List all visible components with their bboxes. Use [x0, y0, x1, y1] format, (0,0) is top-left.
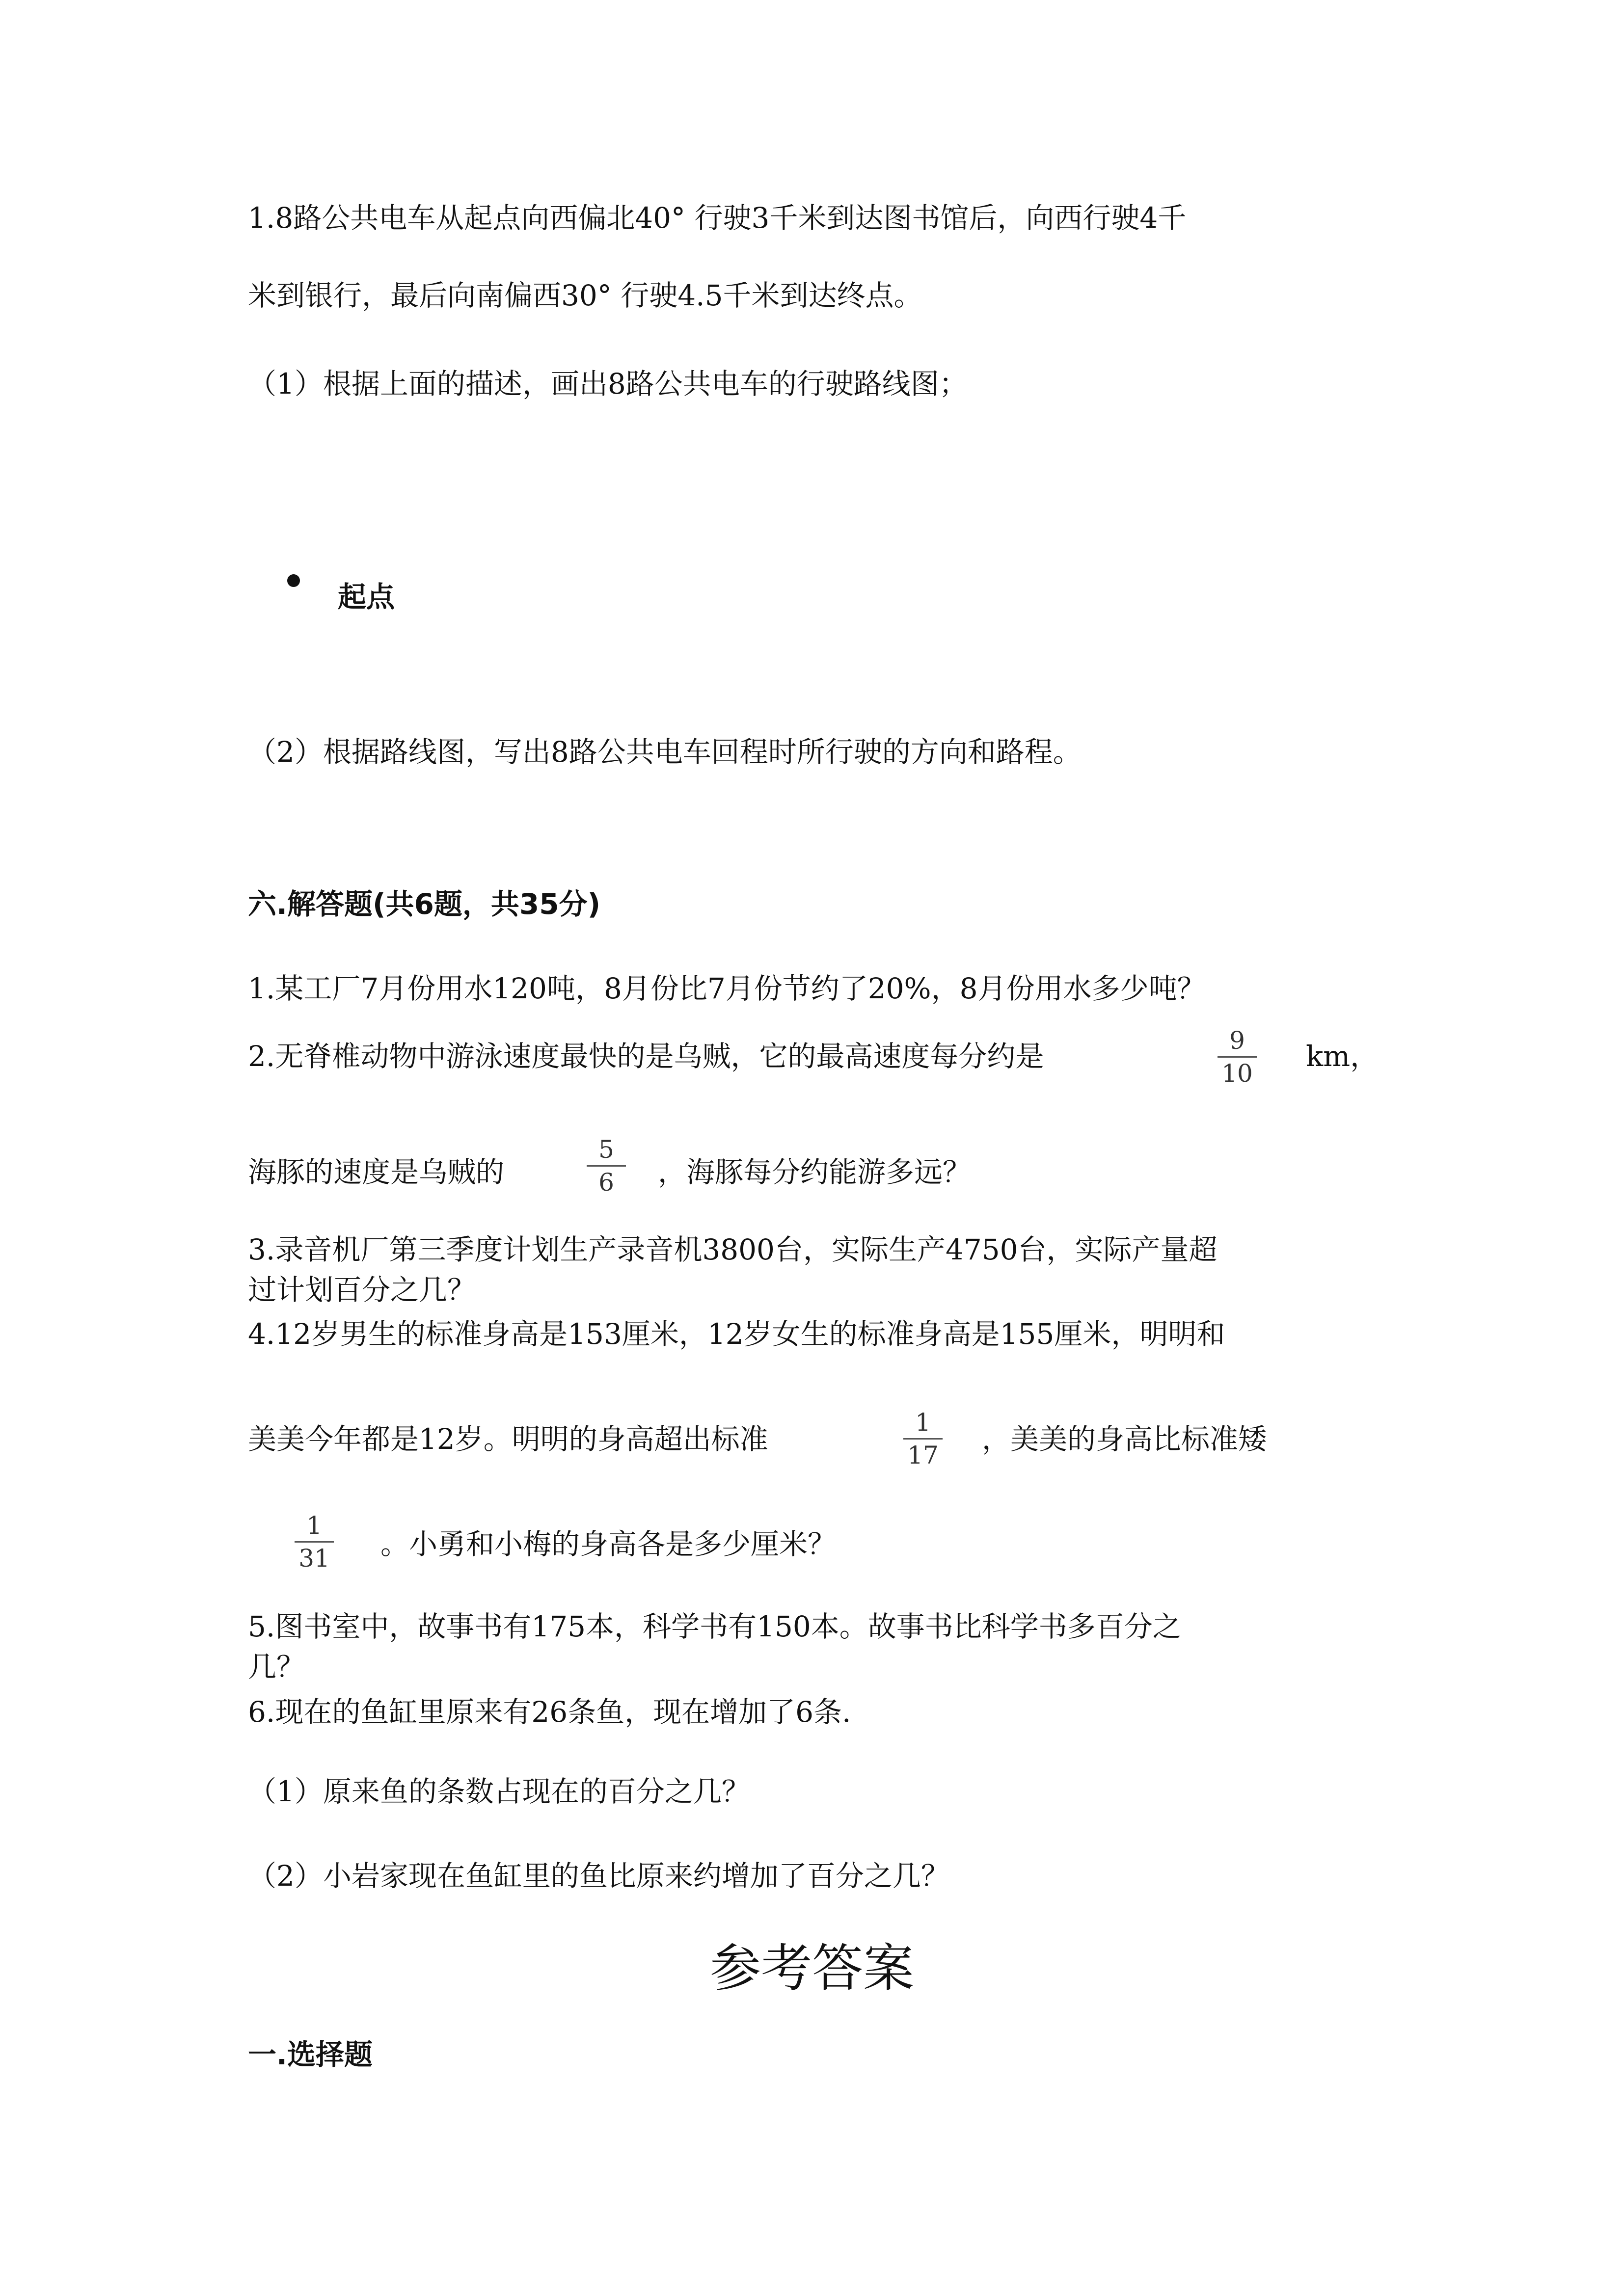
fraction-numerator: 5 — [598, 1135, 614, 1164]
problem-6-part-1: （1）原来鱼的条数占现在的百分之几？ — [248, 1775, 750, 1808]
fraction-denominator: 31 — [298, 1544, 330, 1573]
problem-3-line-2: 过计划百分之几？ — [248, 1273, 476, 1307]
problem-6-part-2: （2）小岩家现在鱼缸里的鱼比原来约增加了百分之几？ — [248, 1859, 949, 1893]
problem-3-line-1: 3.录音机厂第三季度计划生产录音机3800台，实际生产4750台，实际产量超 — [248, 1233, 1218, 1266]
problem-4-line-2: 美美今年都是12岁。明明的身高超出标准 — [248, 1422, 768, 1456]
fraction-bar — [587, 1165, 626, 1167]
start-point-dot — [287, 574, 300, 587]
problem-6: 6.现在的鱼缸里原来有26条鱼，现在增加了6条. — [248, 1695, 851, 1729]
fraction-denominator: 10 — [1221, 1059, 1253, 1088]
fraction-bar — [295, 1541, 334, 1543]
problem-4-line-3: 。小勇和小梅的身高各是多少厘米？ — [380, 1527, 837, 1561]
problem-2-line-2: 海豚的速度是乌贼的 — [248, 1155, 505, 1189]
fraction-bar — [1218, 1056, 1257, 1058]
fraction-1-17 — [893, 1409, 952, 1469]
problem-5-line-1: 5.图书室中，故事书有175本，科学书有150本。故事书比科学书多百分之 — [248, 1610, 1181, 1643]
start-point-label: 起点 — [338, 580, 395, 614]
fraction-5-6 — [577, 1136, 636, 1196]
problem-2-unit: km， — [1306, 1040, 1379, 1073]
fraction-9-10 — [1208, 1027, 1267, 1087]
answers-section-1: 一.选择题 — [248, 2038, 373, 2071]
problem-2-line-1: 2.无脊椎动物中游泳速度最快的是乌贼，它的最高速度每分约是 — [248, 1040, 1044, 1073]
q1-line-2: 米到银行，最后向南偏西30° 行驶4.5千米到达终点。 — [248, 279, 922, 312]
fraction-denominator: 17 — [907, 1441, 939, 1469]
fraction-numerator: 1 — [915, 1408, 931, 1437]
q1-part-1: （1）根据上面的描述，画出8路公共电车的行驶路线图； — [248, 367, 968, 400]
fraction-numerator: 9 — [1229, 1026, 1245, 1055]
problem-5-line-2: 几？ — [248, 1650, 305, 1683]
fraction-numerator: 1 — [306, 1511, 322, 1540]
fraction-denominator: 6 — [598, 1168, 614, 1197]
fraction-bar — [903, 1438, 943, 1440]
problem-4-line-1: 4.12岁男生的标准身高是153厘米，12岁女生的标准身高是155厘米，明明和 — [248, 1317, 1225, 1351]
problem-2-line-2-end: ，海豚每分约能游多远？ — [658, 1155, 972, 1189]
q1-part-2: （2）根据路线图，写出8路公共电车回程时所行驶的方向和路程。 — [248, 735, 1082, 769]
section-6-heading: 六.解答题(共6题，共35分) — [248, 887, 601, 921]
q1-line-1: 1.8路公共电车从起点向西偏北40° 行驶3千米到达图书馆后，向西行驶4千 — [248, 201, 1187, 235]
problem-1: 1.某工厂7月份用水120吨，8月份比7月份节约了20%，8月份用水多少吨？ — [248, 972, 1206, 1005]
problem-4-line-2-end: ，美美的身高比标准矮 — [982, 1422, 1267, 1456]
fraction-1-31 — [285, 1512, 344, 1572]
answers-title: 参考答案 — [709, 1938, 914, 1998]
